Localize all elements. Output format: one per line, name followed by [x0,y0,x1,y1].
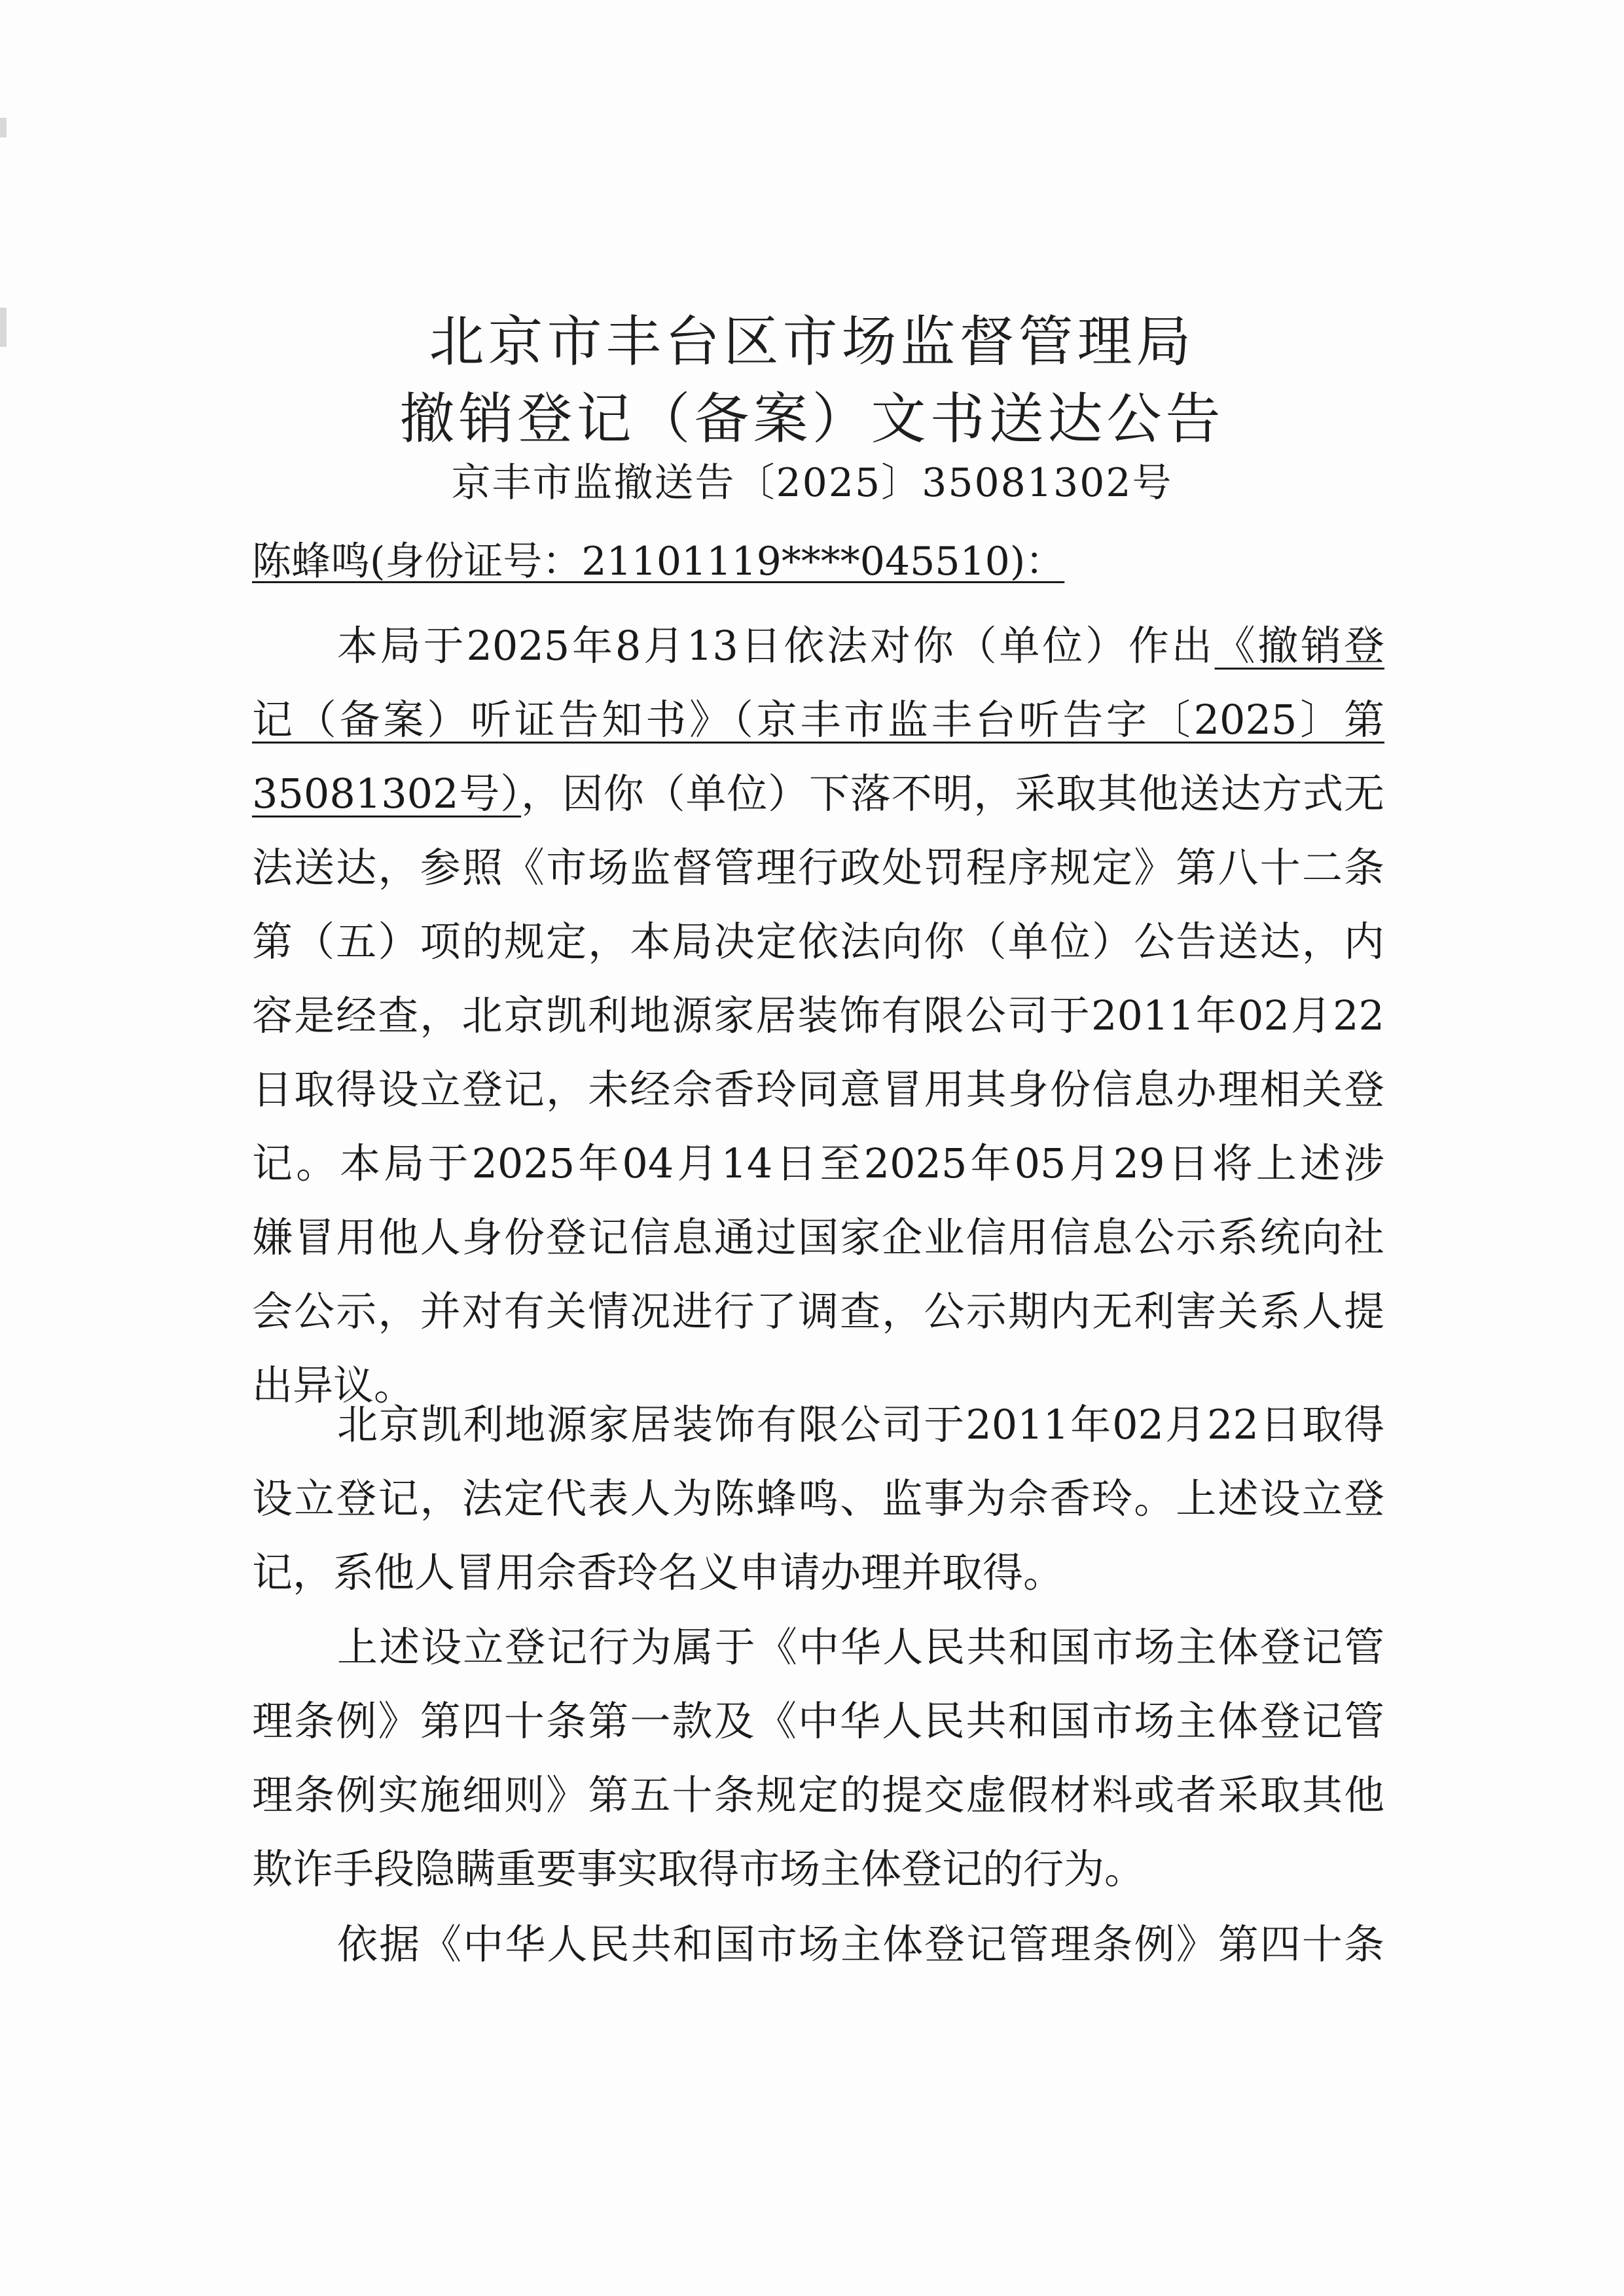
paragraph-line: 上述设立登记行为属于《中华人民共和国市场主体登记管 [337,1623,1384,1671]
paragraph-4 [252,1907,1384,1981]
paragraph-line: 理条例》第四十条第一款及《中华人民共和国市场主体登记管 [252,1697,1384,1745]
paragraph-3 [252,1610,1384,1906]
paragraph-line: 日取得设立登记，未经佘香玲同意冒用其身份信息办理相关登 [252,1066,1384,1113]
paragraph-line: 出异议。 [252,1361,415,1409]
paragraph-line: 北京凯利地源家居装饰有限公司于2011年02月22日取得 [337,1401,1384,1448]
document-title-line-1: 北京市丰台区市场监督管理局 [429,310,1195,374]
paragraph-line: 理条例实施细则》第五十条规定的提交虚假材料或者采取其他 [252,1771,1384,1819]
underlined-text-run: 《撤销登 [1214,622,1384,670]
document-number: 京丰市监撤送告〔2025〕35081302号 [451,460,1173,506]
paragraph-1 [252,609,1384,1422]
paragraph-line [252,609,1384,683]
text-run: ，因你（单位）下落不明，采取其他送达方式无 [521,770,1384,817]
paragraph-line: 嫌冒用他人身份登记信息通过国家企业信用信息公示系统向社 [252,1213,1384,1261]
paragraph-line: 容是经查，北京凯利地源家居装饰有限公司于2011年02月22 [252,992,1384,1039]
addressee: 陈蜂鸣(身份证号：21101119****045510)： [252,539,1065,584]
paragraph-line: 设立登记，法定代表人为陈蜂鸣、监事为佘香玲。上述设立登 [252,1475,1384,1522]
document-title-line-2: 撤销登记（备案）文书送达公告 [399,387,1225,451]
scan-edge-mark [0,118,7,137]
paragraph-line: 记。本局于2025年04月14日至2025年05月29日将上述涉 [252,1139,1384,1187]
paragraph-line: 法送达，参照《市场监督管理行政处罚程序规定》第八十二条 [252,844,1384,891]
paragraph-line: 欺诈手段隐瞒重要事实取得市场主体登记的行为。 [252,1845,1146,1893]
paragraph-line [252,757,1384,831]
underlined-text-run: 35081302号） [252,770,522,817]
paragraph-line: 记（备案）听证告知书》（京丰市监丰台听告字〔2025〕第 [252,696,1384,744]
paragraph-line: 依据《中华人民共和国市场主体登记管理条例》第四十条 [337,1920,1384,1968]
text-run: 本局于2025年8月13日依法对你（单位）作出 [337,622,1215,670]
paragraph-line: 第（五）项的规定，本局决定依法向你（单位）公告送达，内 [252,918,1384,965]
paragraph-line: 记，系他人冒用佘香玲名义申请办理并取得。 [252,1549,1064,1596]
paragraph-2 [252,1388,1384,1609]
paragraph-line: 会公示，并对有关情况进行了调查，公示期内无利害关系人提 [252,1287,1384,1335]
